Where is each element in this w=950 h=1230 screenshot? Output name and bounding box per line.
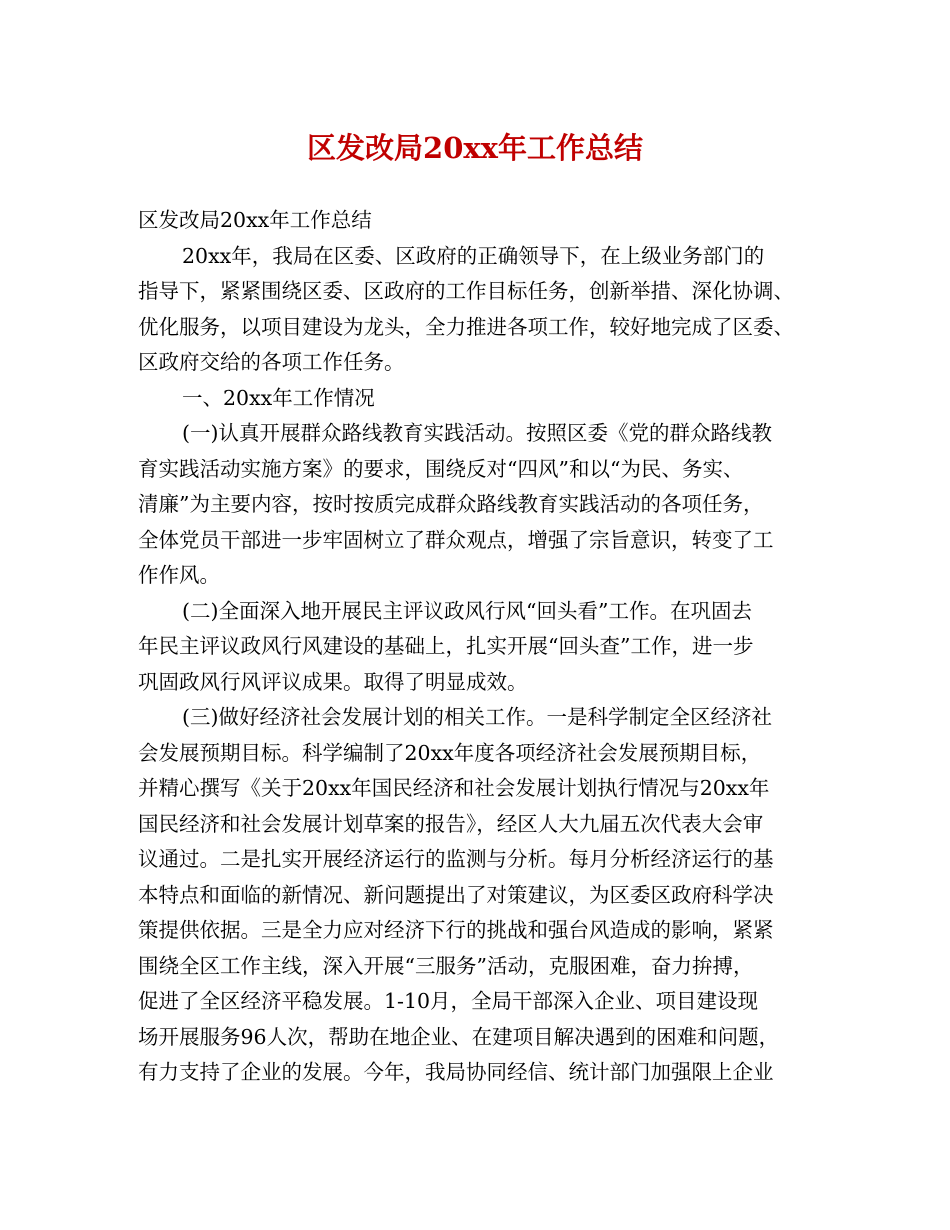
text-line: 有力支持了企业的发展。今年，我局协同经信、统计部门加强限上企业 xyxy=(138,1060,774,1084)
section-heading: 一、20xx年工作情况 xyxy=(182,385,375,410)
text-line: 策提供依据。三是全力应对经济下行的挑战和强台风造成的影响，紧紧 xyxy=(138,918,774,942)
document-body xyxy=(138,203,838,1091)
text-line: 育实践活动实施方案》的要求，围绕反对“四风”和以“为民、务实、 xyxy=(138,456,744,481)
text-line: 议通过。二是扎实开展经济运行的监测与分析。每月分析经济运行的基 xyxy=(138,847,774,871)
text-line: 全体党员干部进一步牢固树立了群众观点，增强了宗旨意识，转变了工 xyxy=(138,527,774,552)
text-line: 围绕全区工作主线，深入开展“三服务”活动，克服困难，奋力拚搏， xyxy=(138,953,754,978)
text-line: 区政府交给的各项工作任务。 xyxy=(138,350,405,374)
text-line: 区发改局20xx年工作总结 xyxy=(138,208,372,232)
text-line: (二)全面深入地开展民主评议政风行风“回头看”工作。在巩固去 xyxy=(182,598,752,623)
text-line: 本特点和面临的新情况、新问题提出了对策建议，为区委区政府科学决 xyxy=(138,882,774,907)
text-line: 巩固政风行风评议成果。取得了明显成效。 xyxy=(138,669,528,694)
text-line: 会发展预期目标。科学编制了20xx年度各项经济社会发展预期目标， xyxy=(138,740,762,765)
text-line: 优化服务，以项目建设为龙头，全力推进各项工作，较好地完成了区委、 xyxy=(138,314,794,339)
text-line: 场开展服务96人次，帮助在地企业、在建项目解决遇到的困难和问题， xyxy=(138,1024,780,1049)
text-line: (三)做好经济社会发展计划的相关工作。一是科学制定全区经济社 xyxy=(182,705,772,729)
text-line: (一)认真开展群众路线教育实践活动。按照区委《党的群众路线教 xyxy=(182,421,772,445)
text-line: 清廉”为主要内容，按时按质完成群众路线教育实践活动的各项任务， xyxy=(138,492,764,516)
text-line: 作作风。 xyxy=(138,563,220,587)
text-line: 促进了全区经济平稳发展。1-10月，全局干部深入企业、项目建设现 xyxy=(138,989,759,1013)
text-line: 指导下，紧紧围绕区委、区政府的工作目标任务，创新举措、深化协调、 xyxy=(138,279,794,303)
text-line: 并精心撰写《关于20xx年国民经济和社会发展计划执行情况与20xx年 xyxy=(138,776,770,800)
text-line: 国民经济和社会发展计划草案的报告》，经区人大九届五次代表大会审 xyxy=(138,811,764,836)
document-title: 区发改局20xx年工作总结 xyxy=(307,131,643,165)
text-line: 年民主评议政风行风建设的基础上，扎实开展“回头查”工作，进一步 xyxy=(138,634,754,658)
text-line: 20xx年，我局在区委、区政府的正确领导下，在上级业务部门的 xyxy=(182,243,765,268)
